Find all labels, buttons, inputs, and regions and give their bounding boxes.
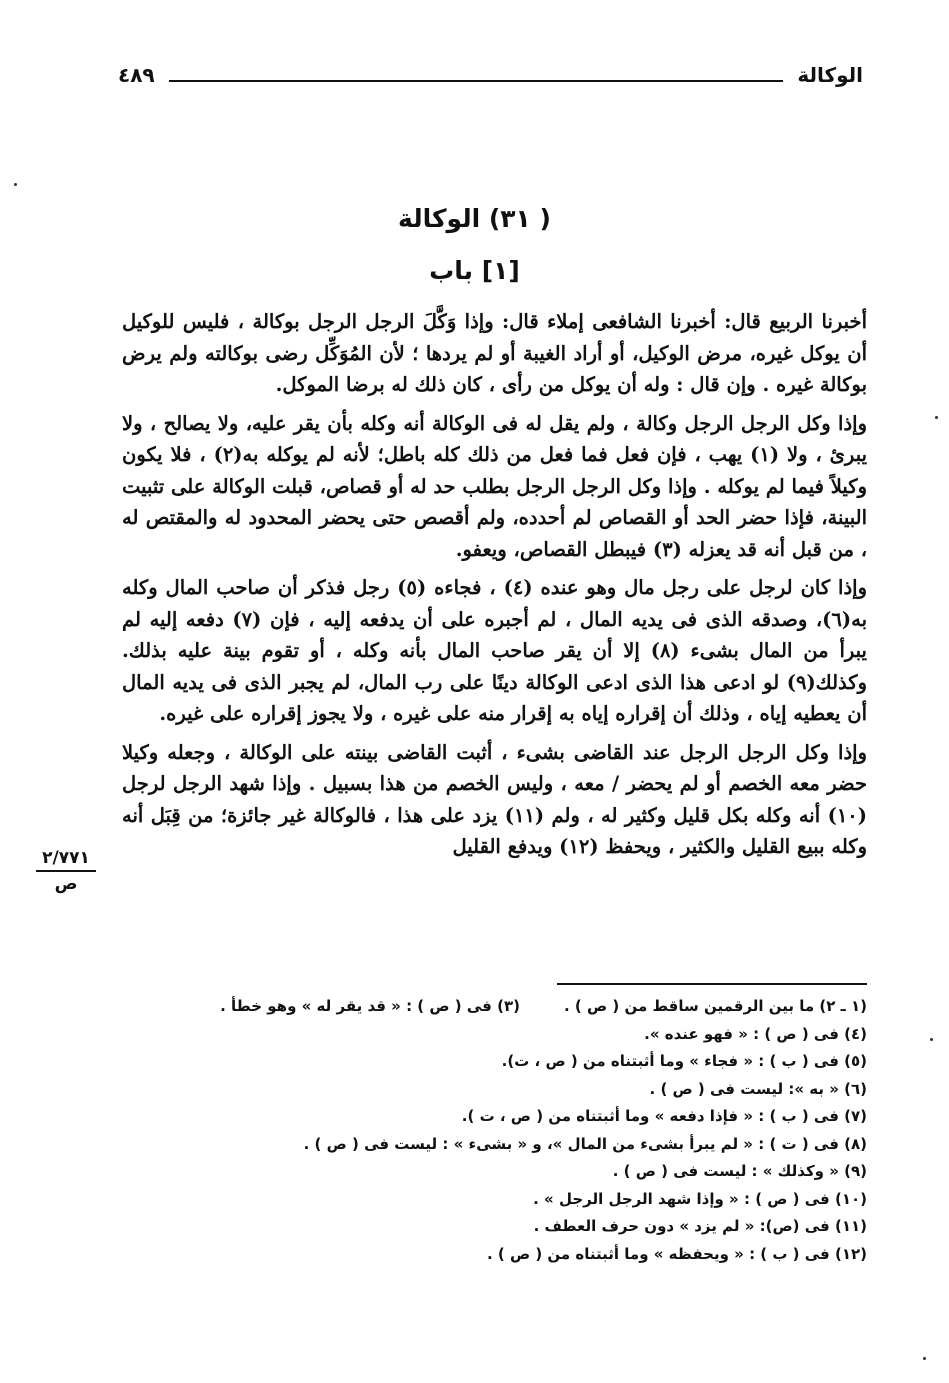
- chapter-title: ( ٣١) الوكالة: [398, 204, 551, 233]
- section-title: [١] باب: [429, 256, 520, 285]
- paragraph: وإذا كان لرجل على رجل مال وهو عنده (٤) ، فجاءه (٥) رجل فذكر أن صاحب المال وكله به(٦)، وصدقه الذى فى يديه المال ، لم أجبره على أن يدفعه إليه ، فإن (٧) دفعه إليه لم يبرأ من المال بشىء (٨) إلا أن يقر صاحب المال بأنه وكله ، أو تقوم بينة عليه بذلك. وكذلك(٩) لو ادعى هذا الذى ادعى الوكالة دينًا على رب المال، لم يجبر الذى فى يديه المال أن يعطيه إياه ، وذلك أن إقراره إياه به إقرار منه على غيره ، ولا يجوز إقراره على غيره.: [122, 576, 867, 725]
- running-header: [118, 58, 863, 92]
- footnote: (٥) فى ( ب ) : « فجاء » وما أثبتناه من ( ص ، ت).: [501, 1052, 867, 1070]
- footnotes: [122, 993, 867, 1268]
- paragraph: أخبرنا الربيع قال: أخبرنا الشافعى إملاء قال: وإذا وَكَّلَ الرجل الرجل بوكالة ، فليس للوكيل أن يوكل غيره، مرض الوكيل، أو أراد الغيبة أو لم يردها ؛ لأن المُوَكِّل رضى بوكالته ولم يرض بوكالة غيره . وإن قال : وله أن يوكل من رأى ، كان ذلك له برضا الموكل.: [122, 310, 867, 396]
- header-title: الوكالة: [797, 63, 863, 87]
- footnote-row: [122, 993, 867, 1021]
- footnote-row: [122, 1241, 867, 1269]
- footnote-row: [122, 1158, 867, 1186]
- scan-speck: [923, 1357, 926, 1360]
- footnote-row: [122, 1131, 867, 1159]
- footnote-row: [122, 1021, 867, 1049]
- footnote: (٩) « وكذلك » : ليست فى ( ص ) .: [612, 1162, 867, 1180]
- footnote: (٣) فى ( ص ) : « قد يقر له » وهو خطأ .: [220, 997, 520, 1015]
- footnote: (٧) فى ( ب ) : « فإذا دفعه » وما أثبتناه من ( ص ، ت ).: [461, 1107, 867, 1125]
- footnote: (١١) فى (ص): « لم يزد » دون حرف العطف .: [533, 1217, 867, 1235]
- footnote: (٤) فى ( ص ) : « فهو عنده ».: [644, 1024, 867, 1043]
- footnote-row: [122, 1186, 867, 1214]
- footnote: (٦) « به »: ليست فى ( ص ) .: [649, 1079, 867, 1098]
- margin-ref-number: ٢/٧٧١: [36, 848, 96, 872]
- footnote-separator: [557, 983, 867, 985]
- margin-manuscript-ref: [36, 848, 96, 894]
- body-text: [122, 306, 867, 870]
- margin-ref-letter: ص: [54, 874, 78, 894]
- paragraph: وإذا وكل الرجل الرجل وكالة ، ولم يقل له فى الوكالة أنه وكله بأن يقر عليه، ولا يصالح ، ولا يبرئ ، ولا (١) يهب ، فإن فعل فما فعل من ذلك كله باطل؛ لأنه لم يوكله به(٢) ، فلا يكون وكيلاً فيما لم يوكله . وإذا وكل الرجل الرجل بطلب حد له أو قصاص، قبلت الوكالة على تثبيت البينة، فإذا حضر الحد أو القصاص لم أحدده، ولم أقصص حتى يحضر المحدود له والمقتص له ، من قبل أنه قد يعزله (٣) فيبطل القصاص، ويعفو.: [122, 411, 868, 561]
- scan-speck: [930, 1038, 933, 1041]
- footnote-row: [122, 1048, 867, 1076]
- footnote-row: [122, 1076, 867, 1104]
- page-number: ٤٨٩: [118, 63, 155, 87]
- footnote: (١ ـ ٢) ما بين الرقمين ساقط من ( ص ) .: [563, 997, 867, 1015]
- header-rule: [169, 80, 784, 82]
- footnote: (١٢) فى ( ب ) : « ويحفظه » وما أثبتناه من ( ص ) .: [486, 1244, 867, 1263]
- scan-speck: [935, 416, 938, 419]
- footnote-row: [122, 1103, 867, 1131]
- paragraph: وإذا وكل الرجل الرجل عند القاضى بشىء ، أثبت القاضى بينته على الوكالة ، وجعله وكيلا حضر معه الخصم أو لم يحضر / معه ، وليس الخصم من هذا بسبيل . وإذا شهد الرجل لرجل (١٠) أنه وكله بكل قليل وكثير له ، ولم (١١) يزد على هذا ، فالوكالة غير جائزة؛ من قِبَل أنه وكله ببيع القليل والكثير ، ويحفظ (١٢) ويدفع القليل: [122, 740, 868, 858]
- footnote: (١٠) فى ( ص ) : « وإذا شهد الرجل الرجل » .: [533, 1189, 867, 1208]
- footnote-row: [122, 1213, 867, 1241]
- footnote: (٨) فى ( ت ) : « لم يبرأ بشىء من المال »، و « بشىء » : ليست فى ( ص ) .: [303, 1134, 867, 1153]
- scan-speck: [14, 183, 17, 186]
